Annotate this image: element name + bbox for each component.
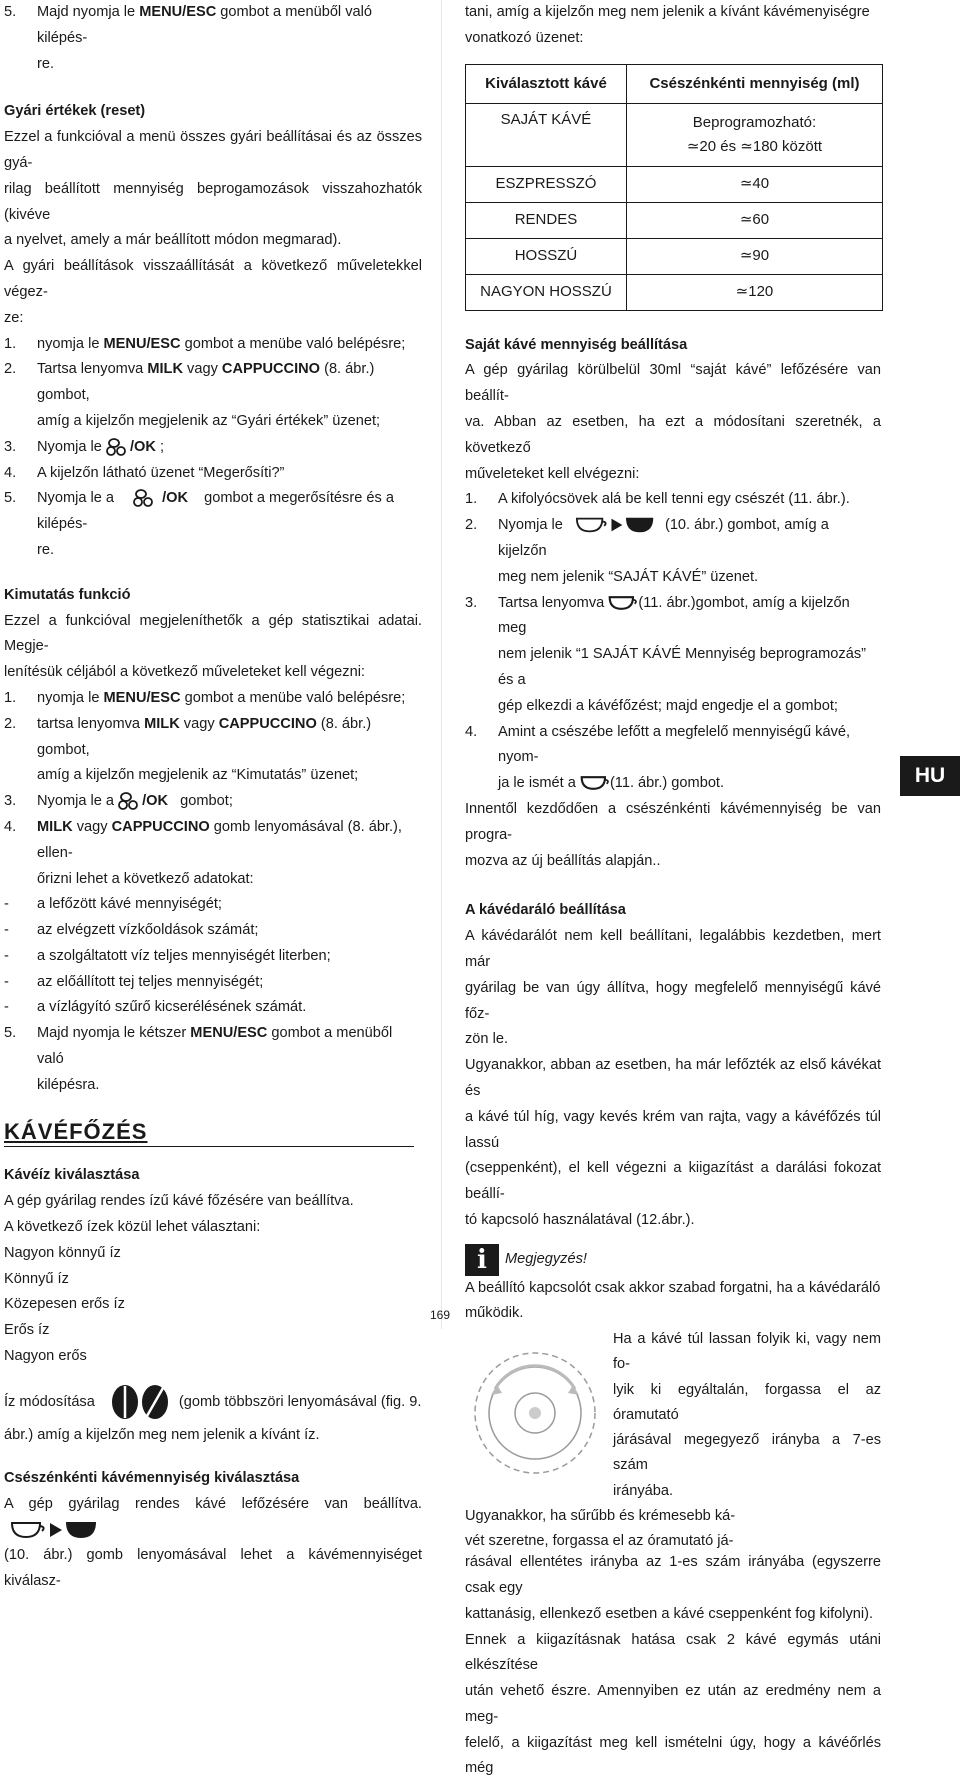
table-row xyxy=(466,238,883,274)
bean-strength-icon xyxy=(109,1384,171,1420)
stats-heading: Kimutatás funkció xyxy=(4,586,131,603)
own-coffee-intro: A gép gyárilag körülbelül 30ml “saját kávé” lefőzésére van beállít- va. Abban az esetben, ha ezt a módosítani szeretnék, a következő műveleteket kell elvégezni: xyxy=(465,362,881,482)
coffee-beans-icon xyxy=(118,791,142,811)
note-header: i Megjegyzés! xyxy=(465,1244,881,1276)
own-step-1: 1. A kifolyócsövek alá be kell tenni egy csészét (11. ábr.). xyxy=(465,491,850,508)
table-cell: SAJÁT KÁVÉ xyxy=(466,103,627,166)
info-icon: i xyxy=(465,1244,499,1276)
section-title: KÁVÉFŐZÉS xyxy=(4,1119,414,1148)
cup-size-icon xyxy=(571,515,661,535)
table-intro: tani, amíg a kijelzőn meg nem jelenik a kívánt kávémenyiségre vonatkozó üzenet: xyxy=(465,4,870,46)
stats-list xyxy=(4,892,422,1021)
table-cell: ESZPRESSZÓ xyxy=(466,166,627,202)
grinder-heading: A kávédaráló beállítása xyxy=(465,902,626,919)
table-cell: ≃60 xyxy=(626,202,882,238)
stats-intro: Ezzel a funkcióval megjeleníthetők a gép statisztikai adatai. Megje- lenítésük céljából a következő műveleteket kell végezni: xyxy=(4,612,422,681)
list-item: - az előállított tej teljes mennyiségét; xyxy=(4,973,264,990)
table-header: Kiválasztott kávé xyxy=(466,64,627,103)
table-header-row xyxy=(466,64,883,103)
column-gutter xyxy=(441,0,442,1329)
reset-step-3: 3. Nyomja le /OK ; xyxy=(4,435,422,461)
cup-qty-text: A gép gyárilag rendes kávé lefőzésére van beállítva. (10. ábr.) gomb lenyomásával lehet a kávémennyiséget kiválasz- xyxy=(4,1495,422,1590)
table-cell: NAGYON HOSSZÚ xyxy=(466,274,627,310)
taste-heading: Kávéíz kiválasztása xyxy=(4,1167,140,1184)
taste-modify: Íz módosítása (gomb többszöri lenyomásával (fig. 9. ábr.) amíg a kijelzőn meg nem jelenik a kívánt íz. xyxy=(4,1384,422,1450)
reset-instructions: A gyári beállítások visszaállítását a következő műveletekkel végez- ze: xyxy=(4,258,422,326)
grinder-dial-block xyxy=(465,1327,881,1554)
reset-heading: Gyári értékek (reset) xyxy=(4,103,146,120)
own-step-4: 4. Amint a csészébe lefőtt a megfelelő mennyiségű kávé, nyom- ja le ismét a (11. ábr.) gombot. xyxy=(465,720,881,797)
table-cell: ≃120 xyxy=(626,274,882,310)
table-cell: ≃40 xyxy=(626,166,882,202)
page-number: 169 xyxy=(430,1308,451,1322)
stats-step-5: 5. Majd nyomja le kétszer MENU/ESC gombot a menüből való kilépésra. xyxy=(4,1025,393,1093)
language-tab: HU xyxy=(900,756,960,796)
reset-step-4: 4. A kijelzőn látható üzenet “Megerősíti?” xyxy=(4,464,285,481)
table-row xyxy=(466,166,883,202)
grinder-paragraph-2: Ugyanakkor, abban az esetben, ha már lefőzték az első kávékat és a kávé túl híg, vagy kevés krém van rajta, vagy a kávéfőzés túl lassú (cseppenként), el kell végezni a kiigazítást a darálási fokozat beállí- tó kapcsoló használatával (12.ábr.). xyxy=(465,1057,881,1228)
own-coffee-outro: Innentől kezdődően a csészénkénti kávémennyiség be van progra- mozva az új beállítás alapján.. xyxy=(465,800,881,869)
list-item: - a szolgáltatott víz teljes mennyiségét literben; xyxy=(4,947,331,964)
cup-icon xyxy=(580,773,610,793)
table-row xyxy=(466,202,883,238)
cup-qty-heading: Csészénkénti kávémennyiség kiválasztása xyxy=(4,1469,300,1486)
stats-step-4: 4. MILK vagy CAPPUCCINO gomb lenyomásával (8. ábr.), ellen- őrizni lehet a következő adatokat: xyxy=(4,818,402,887)
reset-step-1: 1. nyomja le MENU/ESC gombot a menübe való belépésre; xyxy=(4,335,406,352)
own-step-2: 2. Nyomja le (10. ábr.) gombot, amíg a kijelzőn meg nem jelenik “SAJÁT KÁVÉ” üzenet. xyxy=(465,517,829,585)
coffee-beans-icon xyxy=(106,437,130,457)
stats-step-3: 3. Nyomja le a /OK gombot; xyxy=(4,789,422,815)
list-item: - az elvégzett vízkőoldások számát; xyxy=(4,922,259,939)
cup-icon xyxy=(608,593,638,613)
coffee-quantity-table xyxy=(465,64,883,311)
table-cell: HOSSZÚ xyxy=(466,238,627,274)
grinder-paragraph-3: rásával ellentétes irányba az 1-es szám irányába (egyszerre csak egy kattanásig, ellenkező esetben a kávé cseppenként fog kifolyni). Ennek a kiigazításnak hatása csak 2 kávé egymás utáni elkészítése után vehető észre. Amennyiben ez után az eredmény nem a meg- felelő, a kiigazítást meg kell ismételni úgy, hogy a kávéőrlés még xyxy=(465,1554,881,1777)
table-row xyxy=(466,103,883,166)
left-column xyxy=(4,0,422,1595)
stats-step-1: 1. nyomja le MENU/ESC gombot a menübe való belépésre; xyxy=(4,689,406,706)
reset-step-5: 5. Nyomja le a /OK gombot a megerősítésre és a kilépés- re. xyxy=(4,490,394,558)
note-text: A beállító kapcsolót csak akkor szabad forgatni, ha a kávédaráló működik. xyxy=(465,1279,881,1322)
reset-intro: Ezzel a funkcióval a menü összes gyári beállításai és az összes gyá- rilag beállított mennyiség beprogamozások visszahozhatók (kivéve a nyelvet, amely a már beállított módon megmarad). xyxy=(4,129,422,249)
own-step-3: 3. Tartsa lenyomva (11. ábr.)gombot, amíg a kijelzőn meg nem jelenik “1 SAJÁT KÁVÉ Mennyiség beprogramozás” és a gép elkezdi a kávéfőzést; majd engedje el a gombot; xyxy=(465,594,866,714)
step-5-exit: 5. Majd nyomja le MENU/ESC gombot a menüből való kilépés- re. xyxy=(4,4,372,72)
dial-instructions: Ha a kávé túl lassan folyik ki, vagy nem fo- lyik ki egyáltalán, forgassa el az óramutató járásával megegyező irányba a 7-es szám irányába. Ugyanakkor, ha sűrűbb és krémesebb ká- vét szeretne, forgassa el az óramutató já- xyxy=(465,1331,881,1549)
table-cell: ≃90 xyxy=(626,238,882,274)
grinder-dial-icon xyxy=(465,1329,605,1485)
stats-step-2: 2. tartsa lenyomva MILK vagy CAPPUCCINO (8. ábr.) gombot, amíg a kijelzőn megjelenik az “Kimutatás” üzenet; xyxy=(4,715,372,784)
grinder-paragraph-1: A kávédarálót nem kell beállítani, legalábbis kezdetben, mert már gyárilag be van úgy állítva, hogy megfelelő mennyiségű kávé főz- zön le. xyxy=(465,928,881,1048)
table-cell: RENDES xyxy=(466,202,627,238)
own-coffee-heading: Saját kávé mennyiség beállítása xyxy=(465,336,688,353)
list-item: - a vízlágyító szűrő kicserélésének számát. xyxy=(4,999,307,1016)
right-column xyxy=(465,0,881,1782)
cup-size-icon xyxy=(10,1519,100,1541)
table-cell: Beprogramozható: ≃20 és ≃180 között xyxy=(626,103,882,166)
reset-step-2: 2. Tartsa lenyomva MILK vagy CAPPUCCINO (8. ábr.) gombot, amíg a kijelzőn megjelenik az “Gyári értékek” üzenet; xyxy=(4,361,381,429)
taste-intro: A gép gyárilag rendes ízű kávé főzésére van beállítva. A következő ízek közül lehet választani: Nagyon könnyű íz Könnyű íz Közepesen erős íz Erős íz Nagyon erős xyxy=(4,1193,354,1365)
list-item: - a lefőzött kávé mennyiségét; xyxy=(4,896,222,913)
table-header: Csészénkénti mennyiség (ml) xyxy=(626,64,882,103)
grinder-dial-figure xyxy=(465,1329,605,1485)
table-row xyxy=(466,274,883,310)
coffee-beans-icon xyxy=(128,488,162,508)
